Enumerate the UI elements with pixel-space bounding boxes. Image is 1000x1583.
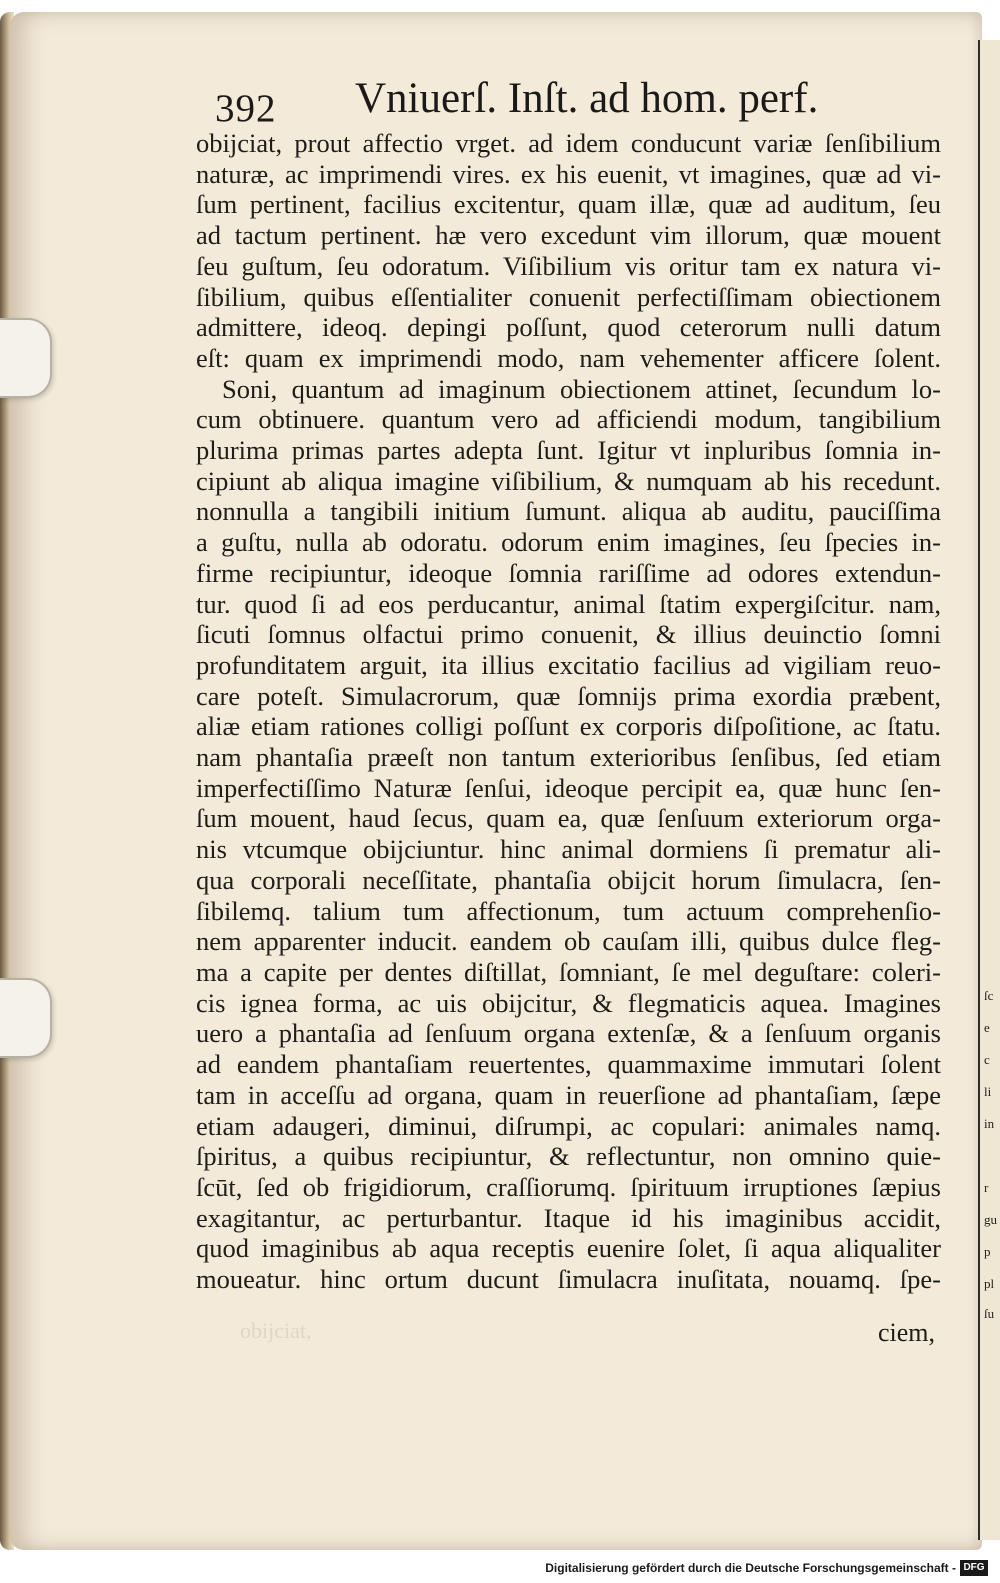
text-line: tam in acceſſu ad organa, quam in reuerſione ad phantaſiam, ſæpe [196, 1079, 941, 1110]
text-line: ad eandem phantaſiam reuertentes, quammaxime immutari ſolent [196, 1049, 941, 1080]
text-line: quod imaginibus ab aqua receptis euenire ſolet, ſi aqua aliqualiter [196, 1233, 941, 1264]
text-line: ſcūt, ſed ob frigidiorum, craſſiorumq. ſpirituum irruptiones ſæpius [196, 1171, 941, 1202]
bleed-through-text: obijciat, [240, 1318, 312, 1343]
text-line: ſum mouent, haud ſecus, quam ea, quæ ſenſuum exteriorum orga- [196, 803, 941, 834]
text-line: a guſtu, nulla ab odoratu. odorum enim imagines, ſeu ſpecies in- [196, 527, 941, 558]
text-line: care poteſt. Simulacrorum, quæ ſomnijs prima exordia præbent, [196, 680, 941, 711]
page-number: 392 [215, 87, 277, 130]
text-line: ſum pertinent, facilius excitentur, quam illæ, quæ ad auditum, ſeu [196, 189, 941, 220]
text-line: exagitantur, ac perturbantur. Itaque id his imaginibus accidit, [196, 1202, 941, 1233]
text-line: moueatur. hinc ortum ducunt ſimulacra inuſitata, nouamq. ſpe- [196, 1264, 941, 1295]
text-line: ſeu guſtum, ſeu odoratum. Viſibilium vis oritur tam ex natura vi- [196, 250, 941, 281]
text-line: cum obtinuere. quantum vero ad afficiendi modum, tangibilium [196, 404, 941, 435]
next-page-fragment: li [984, 1084, 992, 1099]
text-line: ſicuti ſomnus olfactui primo conuenit, & illius deuinctio ſomni [196, 619, 941, 650]
next-page-fragment: ſc [984, 988, 994, 1003]
text-line: nam phantaſia præeſt non tantum exterioribus ſenſibus, ſed etiam [196, 742, 941, 773]
text-line: nis vtcumque obijciuntur. hinc animal dormiens ſi prematur ali- [196, 834, 941, 865]
text-line: cis ignea forma, ac uis obijcitur, & flegmaticis aquea. Imagines [196, 987, 941, 1018]
text-line: cipiunt ab aliqua imagine viſibilium, & numquam ab his recedunt. [196, 465, 941, 496]
text-line: nem apparenter inducit. eandem ob cauſam illi, quibus dulce fleg- [196, 926, 941, 957]
funding-note: Digitalisierung gefördert durch die Deutsche Forschungsgemeinschaft - [545, 1561, 956, 1575]
text-line: admittere, ideoq. depingi poſſunt, quod ceterorum nulli datum [196, 312, 941, 343]
text-line: ſibilium, quibus eſſentialiter conuenit perfectiſſimam obiectionem [196, 281, 941, 312]
text-line: ſibilemq. talium tum affectionum, tum actuum comprehenſio- [196, 895, 941, 926]
text-line: aliæ etiam rationes colligi poſſunt ex corporis diſpoſitione, ac ſtatu. [196, 711, 941, 742]
text-line: ſpiritus, a quibus recipiuntur, & reflectuntur, non omnino quie- [196, 1141, 941, 1172]
text-line: etiam adaugeri, diminui, diſrumpi, ac copulari: animales namq. [196, 1110, 941, 1141]
dfg-logo: DFG [960, 1560, 988, 1576]
text-line: imperfectiſſimo Naturæ ſenſui, ideoque percipit ea, quæ hunc ſen- [196, 772, 941, 803]
text-line: plurima primas partes adepta ſunt. Igitur vt inpluribus ſomnia in- [196, 435, 941, 466]
text-line: ma a capite per dentes diſtillat, ſomniant, ſe mel deguſtare: coleri- [196, 956, 941, 987]
next-page-fragment: ſu [984, 1306, 995, 1321]
text-line: ad tactum pertinent. hæ vero excedunt vim illorum, quæ mouent [196, 220, 941, 251]
catchword: ciem, [878, 1318, 936, 1347]
text-line: Soni, quantum ad imaginum obiectionem attinet, ſecundum lo- [222, 373, 941, 404]
text-line: uero a phantaſia ad ſenſuum organa extenſæ, & a ſenſuum organis [196, 1018, 941, 1049]
next-page-fragment: pl [984, 1276, 995, 1291]
text-line: obijciat, prout affectio vrget. ad idem conducunt variæ ſenſibilium [196, 128, 941, 158]
next-page-fragment: in [984, 1116, 995, 1131]
next-page-fragment: p [984, 1244, 991, 1259]
next-page-fragment: c [984, 1052, 990, 1067]
running-title: Vniuerſ. Inſt. ad hom. perf. [355, 75, 819, 122]
text-line: eſt: quam ex imprimendi modo, nam vehementer afficere ſolent. [196, 342, 941, 373]
text-line: firme recipiuntur, ideoque ſomnia rariſſime ad odores extendun- [196, 557, 941, 588]
bookmark-tab [0, 318, 52, 398]
digitization-footer [0, 1556, 1000, 1583]
text-line: naturæ, ac imprimendi vires. ex his euenit, vt imagines, quæ ad vi- [196, 158, 941, 189]
body-text [196, 128, 941, 1295]
next-page-fragment: r [984, 1180, 989, 1195]
page-header [215, 74, 955, 134]
text-line: nonnulla a tangibili initium ſumunt. aliqua ab auditu, pauciſſima [196, 496, 941, 527]
next-page-fragment: e [984, 1020, 990, 1035]
bookmark-tab [0, 978, 52, 1058]
text-line: tur. quod ſi ad eos perducantur, animal ſtatim expergiſcitur. nam, [196, 588, 941, 619]
text-line: qua corporali neceſſitate, phantaſia obijcit horum ſimulacra, ſen- [196, 864, 941, 895]
text-line: profunditatem arguit, ita illius excitatio facilius ad vigiliam reuo- [196, 649, 941, 680]
next-page-fragment: gu [984, 1212, 997, 1227]
